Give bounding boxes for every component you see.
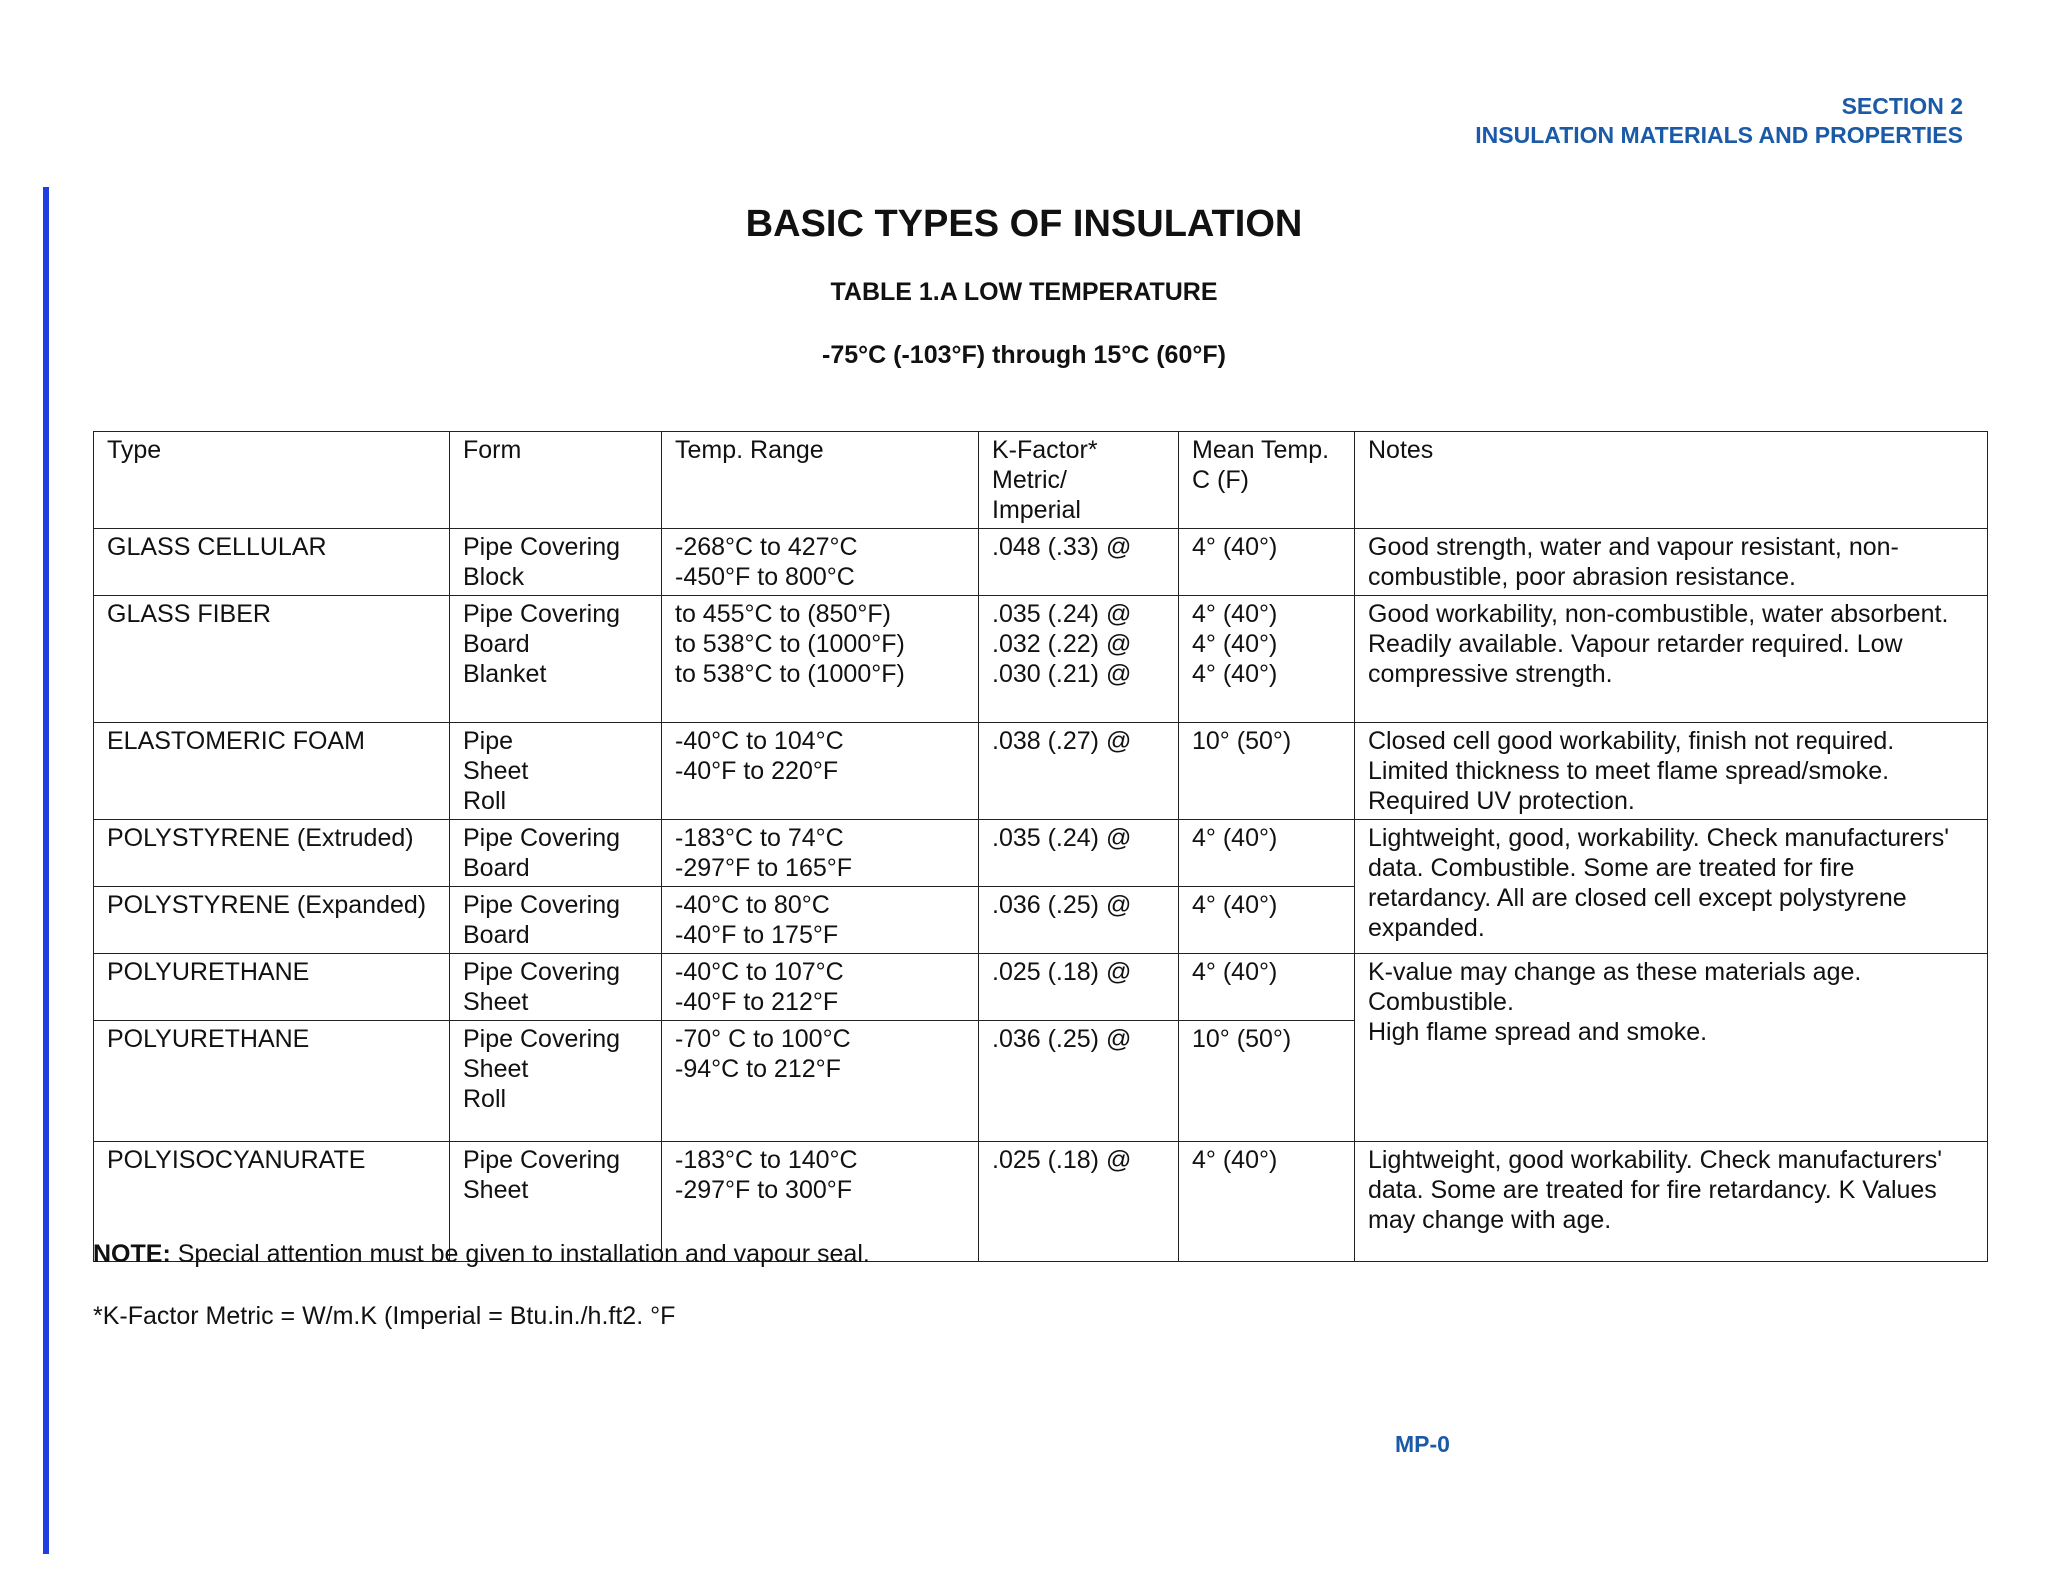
cell-form: Pipe Covering Board bbox=[450, 887, 662, 954]
cell-temp-range: -40°C to 80°C -40°F to 175°F bbox=[662, 887, 979, 954]
column-header-temp-range: Temp. Range bbox=[662, 432, 979, 529]
cell-notes: Good strength, water and vapour resistant, non-combustible, poor abrasion resistance. bbox=[1355, 529, 1988, 596]
cell-k-factor: .036 (.25) @ bbox=[979, 1021, 1179, 1142]
cell-form: Pipe Covering Board Blanket bbox=[450, 596, 662, 723]
cell-type: ELASTOMERIC FOAM bbox=[94, 723, 450, 820]
cell-form: Pipe Covering Block bbox=[450, 529, 662, 596]
column-header-k-factor: K-Factor* Metric/ Imperial bbox=[979, 432, 1179, 529]
column-header-notes: Notes bbox=[1355, 432, 1988, 529]
cell-mean-temp: 4° (40°) bbox=[1179, 954, 1355, 1021]
table-row bbox=[94, 723, 1988, 820]
cell-temp-range: -70° C to 100°C -94°C to 212°F bbox=[662, 1021, 979, 1142]
cell-type: GLASS FIBER bbox=[94, 596, 450, 723]
cell-k-factor: .036 (.25) @ bbox=[979, 887, 1179, 954]
cell-form: Pipe Sheet Roll bbox=[450, 723, 662, 820]
cell-mean-temp: 4° (40°) 4° (40°) 4° (40°) bbox=[1179, 596, 1355, 723]
column-header-form: Form bbox=[450, 432, 662, 529]
cell-mean-temp: 4° (40°) bbox=[1179, 820, 1355, 887]
note-label: NOTE: bbox=[93, 1240, 171, 1268]
table-row bbox=[94, 529, 1988, 596]
cell-type: GLASS CELLULAR bbox=[94, 529, 450, 596]
cell-type: POLYISOCYANURATE bbox=[94, 1142, 450, 1262]
cell-k-factor: .035 (.24) @ .032 (.22) @ .030 (.21) @ bbox=[979, 596, 1179, 723]
cell-type: POLYSTYRENE (Expanded) bbox=[94, 887, 450, 954]
table-row bbox=[94, 954, 1988, 1021]
cell-k-factor: .048 (.33) @ bbox=[979, 529, 1179, 596]
cell-k-factor: .025 (.18) @ bbox=[979, 1142, 1179, 1262]
cell-temp-range: to 455°C to (850°F) to 538°C to (1000°F) to 538°C to (1000°F) bbox=[662, 596, 979, 723]
temperature-range: -75°C (-103°F) through 15°C (60°F) bbox=[822, 341, 1226, 369]
cell-k-factor: .025 (.18) @ bbox=[979, 954, 1179, 1021]
cell-form: Pipe Covering Board bbox=[450, 820, 662, 887]
table-subtitle: TABLE 1.A LOW TEMPERATURE bbox=[830, 278, 1218, 306]
cell-temp-range: -40°C to 104°C -40°F to 220°F bbox=[662, 723, 979, 820]
cell-mean-temp: 4° (40°) bbox=[1179, 1142, 1355, 1262]
table-header-row bbox=[94, 432, 1988, 529]
column-header-mean-temp: Mean Temp. C (F) bbox=[1179, 432, 1355, 529]
page-number: MP-0 bbox=[1395, 1431, 1450, 1457]
cell-form: Pipe Covering Sheet bbox=[450, 954, 662, 1021]
cell-k-factor: .038 (.27) @ bbox=[979, 723, 1179, 820]
installation-note bbox=[93, 1240, 870, 1269]
cell-temp-range: -183°C to 140°C -297°F to 300°F bbox=[662, 1142, 979, 1262]
k-factor-footnote: *K-Factor Metric = W/m.K (Imperial = Btu.in./h.ft2. °F bbox=[93, 1302, 676, 1330]
cell-form: Pipe Covering Sheet Roll bbox=[450, 1021, 662, 1142]
page-title: BASIC TYPES OF INSULATION bbox=[745, 203, 1303, 245]
cell-form: Pipe Covering Sheet bbox=[450, 1142, 662, 1262]
cell-notes: Good workability, non-combustible, water absorbent. Readily available. Vapour retarder required. Low compressive strength. bbox=[1355, 596, 1988, 723]
cell-notes: Closed cell good workability, finish not required. Limited thickness to meet flame spread/smoke. Required UV protection. bbox=[1355, 723, 1988, 820]
table-row bbox=[94, 596, 1988, 723]
cell-notes: Lightweight, good workability. Check manufacturers' data. Some are treated for fire retardancy. K Values may change with age. bbox=[1355, 1142, 1988, 1262]
cell-temp-range: -40°C to 107°C -40°F to 212°F bbox=[662, 954, 979, 1021]
margin-rule bbox=[43, 187, 49, 1554]
cell-type: POLYSTYRENE (Extruded) bbox=[94, 820, 450, 887]
cell-mean-temp: 10° (50°) bbox=[1179, 723, 1355, 820]
cell-type: POLYURETHANE bbox=[94, 1021, 450, 1142]
section-title: INSULATION MATERIALS AND PROPERTIES bbox=[1475, 122, 1963, 148]
column-header-type: Type bbox=[94, 432, 450, 529]
table-row bbox=[94, 820, 1988, 887]
section-number: SECTION 2 bbox=[1841, 93, 1963, 119]
cell-temp-range: -183°C to 74°C -297°F to 165°F bbox=[662, 820, 979, 887]
note-text: Special attention must be given to installation and vapour seal. bbox=[170, 1240, 870, 1268]
insulation-table bbox=[93, 431, 1988, 1262]
cell-notes-polyurethane: K-value may change as these materials age. Combustible. High flame spread and smoke. bbox=[1355, 954, 1988, 1142]
section-header bbox=[1475, 92, 1963, 150]
cell-type: POLYURETHANE bbox=[94, 954, 450, 1021]
cell-mean-temp: 4° (40°) bbox=[1179, 529, 1355, 596]
cell-temp-range: -268°C to 427°C -450°F to 800°C bbox=[662, 529, 979, 596]
cell-mean-temp: 4° (40°) bbox=[1179, 887, 1355, 954]
cell-k-factor: .035 (.24) @ bbox=[979, 820, 1179, 887]
cell-mean-temp: 10° (50°) bbox=[1179, 1021, 1355, 1142]
cell-notes-polystyrene: Lightweight, good, workability. Check manufacturers' data. Combustible. Some are treated for fire retardancy. All are closed cell except polystyrene expanded. bbox=[1355, 820, 1988, 954]
